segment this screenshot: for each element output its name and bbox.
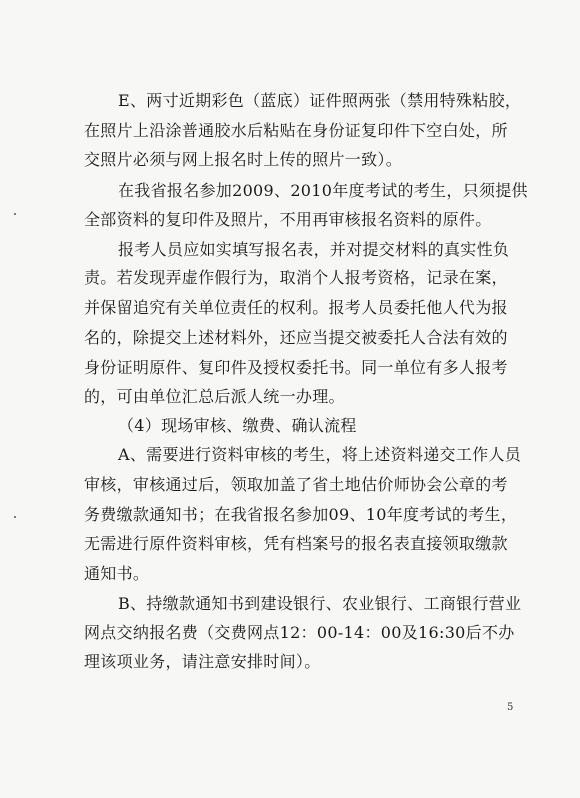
text-line: 的，可由单位汇总后派人统一办理。 [84,387,345,406]
text-line: 报考人员应如实填写报名表，并对提交材料的真实性负 [118,240,510,259]
text-line: 在照片上沿涂普通胶水后粘贴在身份证复印件下空白处，所 [84,121,508,140]
text-line: 通知书。 [84,564,150,583]
section-heading: （4）现场审核、缴费、确认流程 [118,416,357,435]
scan-speck [14,213,16,215]
text-line: 务费缴款通知书；在我省报名参加09、10年度考试的考生， [84,505,518,524]
text-line: E、两寸近期彩色（蓝底）证件照两张（禁用特殊粘胶， [118,91,522,110]
text-line: 无需进行原件资料审核，凭有档案号的报名表直接领取缴款 [84,534,508,553]
text-line: 身份证明原件、复印件及授权委托书。同一单位有多人报考 [84,358,508,377]
page-number: 5 [507,702,514,713]
text-line: 交照片必须与网上报名时上传的照片一致）。 [84,150,403,169]
scan-speck [14,516,16,518]
text-line: 审核，审核通过后，领取加盖了省土地估价师协会公章的考 [84,475,508,494]
text-line: 责。若发现弄虚作假行为，取消个人报考资格，记录在案， [84,268,508,287]
text-line: 全部资料的复印件及照片，不用再审核报名资料的原件。 [84,210,492,229]
text-line: 名的，除提交上述材料外，还应当提交被委托人合法有效的 [84,328,508,347]
text-line: A、需要进行资料审核的考生，将上述资料递交工作人员 [118,445,522,464]
text-line: 网点交纳报名费（交费网点12：00-14：00及16:30后不办 [84,623,515,642]
text-line: 在我省报名参加2009、2010年度考试的考生，只须提供 [118,181,528,200]
text-line: B、持缴款通知书到建设银行、农业银行、工商银行营业 [118,594,522,613]
text-line: 理该项业务，请注意安排时间）。 [84,652,321,671]
text-line: 并保留追究有关单位责任的权利。报考人员委托他人代为报 [84,298,508,317]
